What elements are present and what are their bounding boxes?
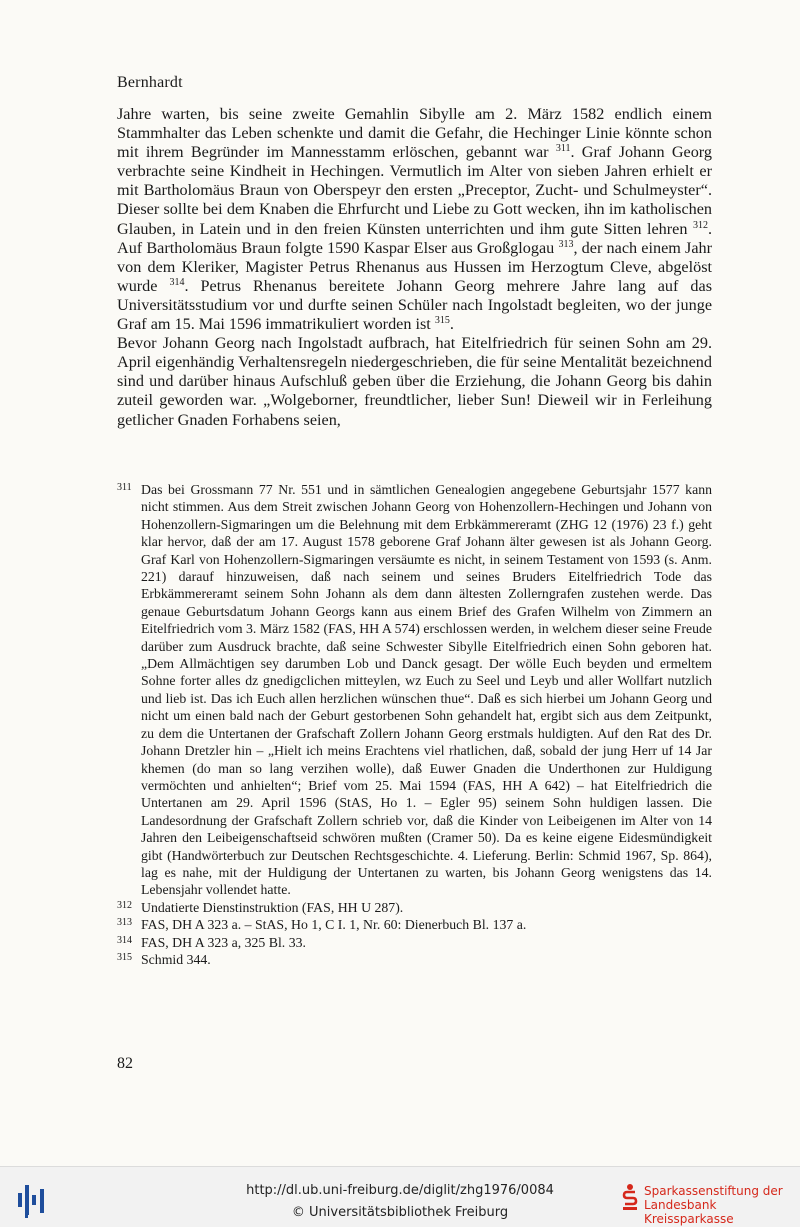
- body-text: [117, 105, 712, 430]
- footnote-ref: 311: [555, 143, 571, 155]
- copyright-notice: © Universitätsbibliothek Freiburg: [291, 1205, 509, 1220]
- paragraph-2: Bevor Johann Georg nach Ingolstadt aufbrach, hat Eitelfriedrich für seinen Sohn am 29. April eigenhändig Verhaltensregeln niedergeschrieben, die für seine Mentalität bezeichnend sind und darüber hinaus Aufschluß geben über die Erziehung, die Johann Georg bis dahin zuteil geworden war. „Wolgeborner, freundtlicher, lieber Sun! Dieweil wir in Ferleihung getlicher Gnaden Forhabens seien,: [117, 334, 712, 429]
- footnotes: [117, 481, 712, 968]
- viewer-footer: [0, 1166, 800, 1227]
- footnote-number: 313: [117, 917, 132, 929]
- footnote-text: Das bei Grossmann 77 Nr. 551 und in sämtlichen Genealogien angegebene Geburtsjahr 1577 kann nicht stimmen. Aus dem Streit zwischen Johann Georg von Hohenzollern-Hechingen und Johann von Hohenzollern-Sigmaringen um die Belehnung mit dem Erbkämmereramt (ZHG 12 (1976) 23 f.) geht klar hervor, daß der am 17. August 1578 geborene Graf Johann älter gewesen ist als Johann Georg. Graf Karl von Hohenzollern-Sigmaringen versäumte es nicht, in seinem Testament von 1593 (s. Anm. 221) darauf hinzuweisen, daß nach seinem und seines Bruders Eitelfriedrich Tode das Erbkämmereramt seinem Sohn Johann als dem dann ältesten Zollerngrafen zustehen werde. Das genaue Geburtsdatum Johann Georgs kann aus einem Brief des Grafen Wilhelm von Zimmern an Eitelfriedrich vom 3. März 1582 (FAS, HH A 574) erschlossen werden, in welchem dieser seine Freude darüber zum Ausdruck brachte, daß seine Schwester Sibylle Eitelfriedrich einen Sohn geboren hat. „Dem Allmächtigen sey darumben Lob und Danck gesagt. Der wölle Euch beyden und ermeltem Sohne forter alles dz gnedigclichen mitteylen, wz Euch zu Seel und Leyb und aller Wollfart nutzlich und lieb ist. Das ich Euch allen herzlichen wünschen thue“. Daß es sich hierbei um Johann Georg und nicht um einen bald nach der Geburt gestorbenen Sohn gehandelt hat, ergibt sich aus dem Zeitpunkt, zu dem die Untertanen der Grafschaft Zollern Johann Georg erstmals huldigten. Auf den Rat des Dr. Johann Dretzler hin – „Hielt ich meins Erachtens viel rhatlichen, daß, sobald der jung Herr uf 14 Jar khemen (do man so lang verzihen wolle), daß Euwer Gnaden die Underthonen zur Huldigung vermöchten und anhielten“; Brief vom 25. Mai 1594 (FAS, HH A 642) – hat Eitelfriedrich die Untertanen am 29. April 1596 (StAS, Ho 1. – Egler 95) seinem Sohn huldigen lassen. Die Landesordnung der Grafschaft Zollern schrieb vor, daß die Kinder von Leibeigenen im Alter von 14 Jahren den Leibeigenschaftseid schwören mußten (Cramer 50). Da es keine eigene Eidesmündigkeit gibt (Handwörterbuch zur Deutschen Rechtsgeschichte. 4. Lieferung. Berlin: Schmid 1967, Sp. 864), lag es nahe, mit der Huldigung der Untertanen zu warten, bis Johann Georg wenigstens das 14. Lebensjahr vollendet hatte.: [141, 482, 712, 898]
- footnote-ref: 313: [558, 238, 574, 250]
- footnote-text: Undatierte Dienstinstruktion (FAS, HH U 287).: [141, 899, 404, 915]
- footnote-ref: 312: [692, 219, 708, 231]
- footnote-number: 315: [117, 951, 132, 963]
- sparkasse-logo-icon: [622, 1183, 638, 1211]
- footnote: [117, 899, 712, 916]
- footnote-number: 312: [117, 899, 132, 911]
- footnote-text: FAS, DH A 323 a, 325 Bl. 33.: [141, 934, 306, 950]
- page-number: 82: [117, 1055, 133, 1072]
- footnote: [117, 951, 712, 968]
- footnote-text: FAS, DH A 323 a. – StAS, Ho 1, C I. 1, Nr. 60: Dienerbuch Bl. 137 a.: [141, 917, 527, 933]
- footnote-text: Schmid 344.: [141, 951, 211, 967]
- footnote-number: 314: [117, 934, 132, 946]
- footnote: [117, 481, 712, 899]
- sponsor-name[interactable]: Sparkassenstiftung der Landesbank Kreissparkasse: [644, 1184, 783, 1226]
- footnote: [117, 916, 712, 933]
- footnote-number: 311: [117, 482, 132, 493]
- permalink-url[interactable]: http://dl.ub.uni-freiburg.de/diglit/zhg1976/0084: [246, 1183, 554, 1198]
- running-head: Bernhardt: [117, 74, 183, 91]
- footnote-ref: 314: [169, 276, 185, 288]
- footnote: [117, 934, 712, 951]
- paragraph-1: Jahre warten, bis seine zweite Gemahlin Sibylle am 2. März 1582 endlich einem Stammhalter das Leben schenkte und damit die Gefahr, die Hechinger Linie könnte schon mit ihrem Begründer im Mannesstamm erlöschen, gebannt war $^{311}$. Graf Johann Georg verbrachte seine Kindheit in Hechingen. Vermutlich im Alter von sieben Jahren erhielt er mit Bartholomäus Braun von Oberspeyr den ersten „Preceptor, Zucht- und Schulmeyster“. Dieser sollte bei dem Knaben die Ehrfurcht und Liebe zu Gott wecken, ihn im katholischen Glauben, in Latein und in den freien Künsten unterrichten und ihm gute Sitten lehren $^{312}$. Auf Bartholomäus Braun folgte 1590 Kaspar Elser aus Großglogau $^{313}$, der nach einem Jahr von dem Kleriker, Magister Petrus Rhenanus aus Hussen im Herzogtum Cleve, abgelöst wurde $^{314}$. Petrus Rhenanus bereitete Johann Georg mehrere Jahre lang auf das Universitätsstudium vor und durfte seinen Schüler nach Ingolstadt begleiten, wo der junge Graf am 15. Mai 1596 immatrikuliert worden ist $^{315}$.: [117, 105, 713, 334]
- footnote-ref: 315: [434, 315, 450, 327]
